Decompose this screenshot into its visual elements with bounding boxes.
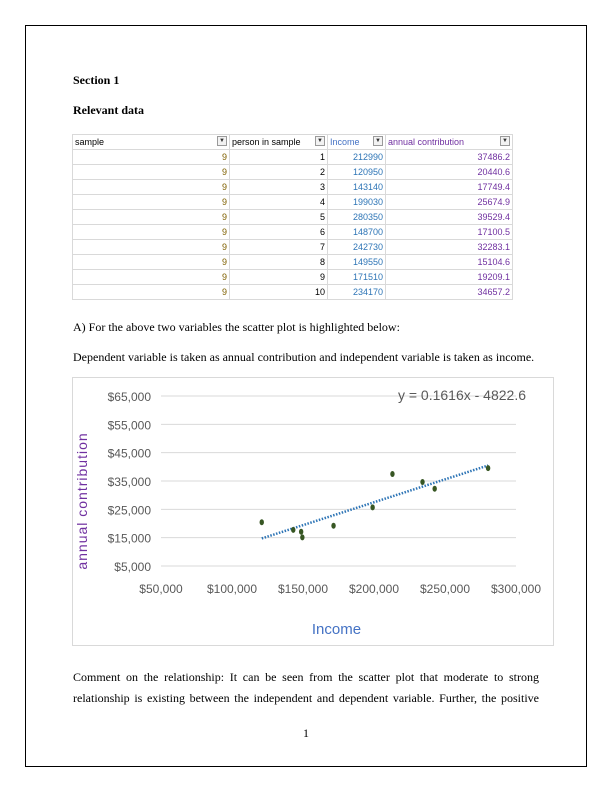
- table-cell[interactable]: 143140: [328, 180, 386, 195]
- data-point: [260, 519, 264, 525]
- data-point: [370, 504, 374, 510]
- header-sample: [73, 135, 230, 150]
- table-cell[interactable]: 199030: [328, 195, 386, 210]
- y-tick-label: $55,000: [107, 418, 151, 433]
- x-tick-label: $50,000: [139, 582, 183, 596]
- subsection-title: Relevant data: [73, 103, 144, 117]
- header-sample-label: sample: [75, 137, 105, 147]
- y-tick-label: $45,000: [107, 446, 151, 461]
- table-cell[interactable]: 280350: [328, 210, 386, 225]
- trendline: [262, 465, 488, 538]
- table-cell[interactable]: 149550: [328, 255, 386, 270]
- table-cell[interactable]: 5: [230, 210, 328, 225]
- table-cell[interactable]: 34657.2: [386, 285, 513, 300]
- x-tick-label: $150,000: [277, 582, 329, 596]
- table-cell[interactable]: 32283.1: [386, 240, 513, 255]
- table-row: [73, 225, 513, 240]
- x-tick-label: $250,000: [419, 582, 471, 596]
- header-person: [230, 135, 328, 150]
- comment-line-1: Comment on the relationship: It can be seen from the scatter plot that moderate to strong: [73, 670, 539, 684]
- data-point: [300, 534, 304, 540]
- table-cell[interactable]: 1: [230, 150, 328, 165]
- table-cell[interactable]: 9: [73, 240, 230, 255]
- data-point: [420, 479, 424, 485]
- table-row: [73, 285, 513, 300]
- header-income-label: Income: [330, 137, 360, 147]
- table-row: [73, 270, 513, 285]
- table-cell[interactable]: 9: [73, 255, 230, 270]
- table-cell[interactable]: 10: [230, 285, 328, 300]
- header-income: [328, 135, 386, 150]
- table-cell[interactable]: 4: [230, 195, 328, 210]
- table-row: [73, 195, 513, 210]
- header-person-label: person in sample: [232, 137, 301, 147]
- table-cell[interactable]: 17749.4: [386, 180, 513, 195]
- table-cell[interactable]: 242730: [328, 240, 386, 255]
- filter-dropdown-icon[interactable]: ▼: [500, 136, 510, 146]
- table-row: [73, 255, 513, 270]
- table-cell[interactable]: 2: [230, 165, 328, 180]
- table-cell[interactable]: 9: [73, 195, 230, 210]
- y-tick-label: $15,000: [107, 531, 151, 546]
- y-tick-label: $35,000: [107, 475, 151, 489]
- table-cell[interactable]: 120950: [328, 165, 386, 180]
- page-number: 1: [303, 726, 309, 740]
- table-cell[interactable]: 9: [73, 285, 230, 300]
- table-cell[interactable]: 171510: [328, 270, 386, 285]
- x-tick-label: $200,000: [348, 582, 400, 596]
- data-table: [72, 134, 513, 300]
- table-row: [73, 150, 513, 165]
- table-cell[interactable]: 8: [230, 255, 328, 270]
- data-point: [390, 471, 394, 477]
- x-tick-label: $300,000: [490, 582, 542, 596]
- table-row: [73, 210, 513, 225]
- table-cell[interactable]: 37486.2: [386, 150, 513, 165]
- table-cell[interactable]: 15104.6: [386, 255, 513, 270]
- table-cell[interactable]: 212990: [328, 150, 386, 165]
- table-cell[interactable]: 9: [73, 150, 230, 165]
- table-cell[interactable]: 6: [230, 225, 328, 240]
- table-cell[interactable]: 9: [73, 165, 230, 180]
- table-cell[interactable]: 148700: [328, 225, 386, 240]
- filter-dropdown-icon[interactable]: ▼: [373, 136, 383, 146]
- table-cell[interactable]: 25674.9: [386, 195, 513, 210]
- x-axis-title: Income: [311, 621, 362, 638]
- data-point: [291, 527, 295, 533]
- table-cell[interactable]: 9: [73, 180, 230, 195]
- table-cell[interactable]: 9: [73, 270, 230, 285]
- table-row: [73, 180, 513, 195]
- filter-active-icon[interactable]: ▼: [217, 136, 227, 146]
- table-header-row: [73, 135, 513, 150]
- header-contribution: [386, 135, 513, 150]
- table-cell[interactable]: 9: [73, 225, 230, 240]
- table-cell[interactable]: 20440.6: [386, 165, 513, 180]
- data-point: [486, 465, 490, 471]
- x-tick-label: $100,000: [206, 582, 258, 596]
- scatter-chart: [72, 377, 554, 646]
- trendline-equation: y = 0.1616x - 4822.6: [397, 387, 526, 403]
- y-tick-label: $5,000: [114, 560, 151, 574]
- table-cell[interactable]: 39529.4: [386, 210, 513, 225]
- table-cell[interactable]: 234170: [328, 285, 386, 300]
- chart-svg: [73, 378, 555, 647]
- data-point: [331, 523, 335, 529]
- table-cell[interactable]: 9: [230, 270, 328, 285]
- data-point: [299, 529, 303, 535]
- filter-dropdown-icon[interactable]: ▼: [315, 136, 325, 146]
- section-title: Section 1: [73, 73, 120, 87]
- y-axis-title: annual contribution: [74, 432, 90, 570]
- header-contribution-label: annual contribution: [388, 137, 465, 147]
- data-point: [432, 486, 436, 492]
- table-row: [73, 240, 513, 255]
- part-a-text: A) For the above two variables the scatter plot is highlighted below:: [73, 320, 400, 334]
- table-cell[interactable]: 7: [230, 240, 328, 255]
- y-tick-label: $65,000: [107, 390, 151, 404]
- comment-line-2: relationship is existing between the independent and dependent variable. Further, the positive: [73, 691, 539, 705]
- variables-text: Dependent variable is taken as annual contribution and independent variable is taken as income.: [73, 350, 535, 364]
- table-row: [73, 165, 513, 180]
- table-cell[interactable]: 3: [230, 180, 328, 195]
- table-cell[interactable]: 9: [73, 210, 230, 225]
- y-tick-label: $25,000: [107, 503, 151, 518]
- table-body: [73, 150, 513, 300]
- table-cell[interactable]: 19209.1: [386, 270, 513, 285]
- table-cell[interactable]: 17100.5: [386, 225, 513, 240]
